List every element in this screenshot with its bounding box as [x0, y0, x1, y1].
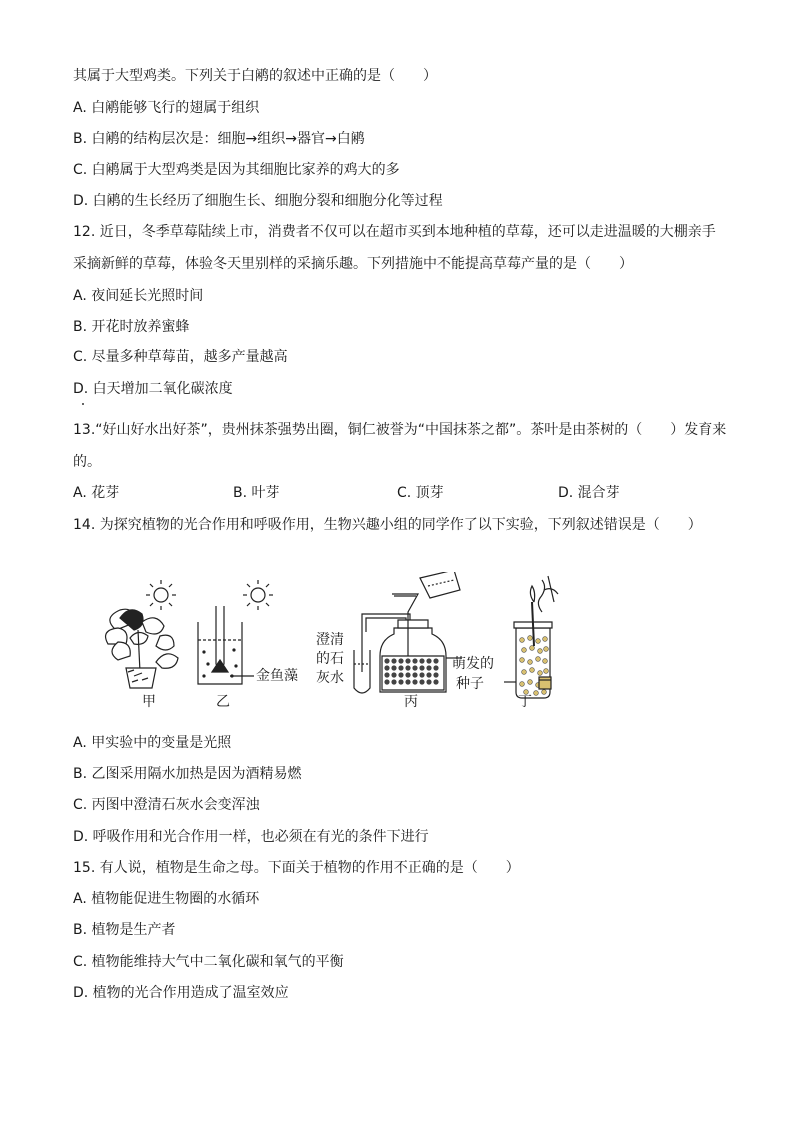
q13-option-b: B. 叶芽 [233, 485, 280, 501]
q12-option-c: C. 尽量多种草莓苗，越多产量越高 [73, 349, 288, 365]
q11-option-b: B. 白鹇的结构层次是：细胞→组织→器官→白鹇 [73, 131, 365, 147]
beaker-with-waterweed-icon [198, 606, 254, 684]
q15-option-b: B. 植物是生产者 [73, 922, 176, 938]
q11-option-a: A. 白鹇能够飞行的翅属于组织 [73, 100, 260, 116]
q12-stem-line2: 采摘新鲜的草莓，体验冬天里别样的采摘乐趣。下列措施中不能提高草莓产量的是（ ） [73, 256, 633, 272]
q15-stem: 15. 有人说，植物是生命之母。下面关于植物的作用不正确的是（ ） [73, 860, 520, 876]
figure-label-seeds-2: 种子 [456, 676, 484, 692]
figure-label-yi: 乙 [216, 694, 230, 710]
figure-label-ding: 丁 [518, 694, 532, 710]
figure-label-jia: 甲 [142, 694, 156, 710]
q13-option-c: C. 顶芽 [397, 485, 444, 501]
potted-plant-icon [106, 609, 178, 688]
q13-options-row [73, 483, 723, 503]
q14-option-b: B. 乙图采用隔水加热是因为酒精易燃 [73, 766, 302, 782]
q13-stem-line2: 的。 [73, 454, 101, 470]
figure-label-goldfish-weed: 金鱼藻 [256, 668, 298, 684]
q14-option-a: A. 甲实验中的变量是光照 [73, 735, 232, 751]
limewater-flask-apparatus-icon [354, 572, 462, 693]
q13-option-a: A. 花芽 [73, 485, 120, 501]
q12-option-a: A. 夜间延长光照时间 [73, 288, 204, 304]
seed-jar-candle-icon [504, 576, 558, 698]
q15-option-c: C. 植物能维持大气中二氧化碳和氧气的平衡 [73, 954, 344, 970]
q13-option-d: D. 混合芽 [558, 485, 620, 501]
stray-mark [82, 403, 84, 405]
figure-label-bing: 丙 [404, 694, 418, 710]
figure-label-limewater-3: 灰水 [316, 670, 344, 686]
q14-option-c: C. 丙图中澄清石灰水会变浑浊 [73, 797, 260, 813]
experiment-figure [98, 572, 568, 717]
q15-option-a: A. 植物能促进生物圈的水循环 [73, 891, 260, 907]
q11-stem: 其属于大型鸡类。下列关于白鹇的叙述中正确的是（ ） [73, 68, 437, 84]
q12-option-b: B. 开花时放养蜜蜂 [73, 319, 190, 335]
q15-option-d: D. 植物的光合作用造成了温室效应 [73, 985, 289, 1001]
sun-icon-2 [243, 580, 273, 610]
q13-stem-line1: 13.“好山好水出好茶”，贵州抹茶强势出圈，铜仁被誉为“中国抹茶之都”。茶叶是由茶树的（ ）发育来 [73, 422, 727, 438]
figure-label-limewater-2: 的石 [316, 651, 344, 667]
q11-option-c: C. 白鹇属于大型鸡类是因为其细胞比家养的鸡大的多 [73, 162, 400, 178]
q11-option-d: D. 白鹇的生长经历了细胞生长、细胞分裂和细胞分化等过程 [73, 193, 443, 209]
figure-label-seeds-1: 萌发的 [452, 656, 494, 672]
figure-label-limewater-1: 澄清 [316, 632, 344, 648]
q12-stem-line1: 12. 近日，冬季草莓陆续上市，消费者不仅可以在超市买到本地种植的草莓，还可以走进温暖的大棚亲手 [73, 224, 716, 240]
q14-stem: 14. 为探究植物的光合作用和呼吸作用，生物兴趣小组的同学作了以下实验，下列叙述错误是（ ） [73, 517, 702, 533]
sun-icon-1 [146, 580, 176, 610]
q12-option-d: D. 白天增加二氧化碳浓度 [73, 381, 233, 397]
q14-option-d: D. 呼吸作用和光合作用一样，也必须在有光的条件下进行 [73, 829, 429, 845]
